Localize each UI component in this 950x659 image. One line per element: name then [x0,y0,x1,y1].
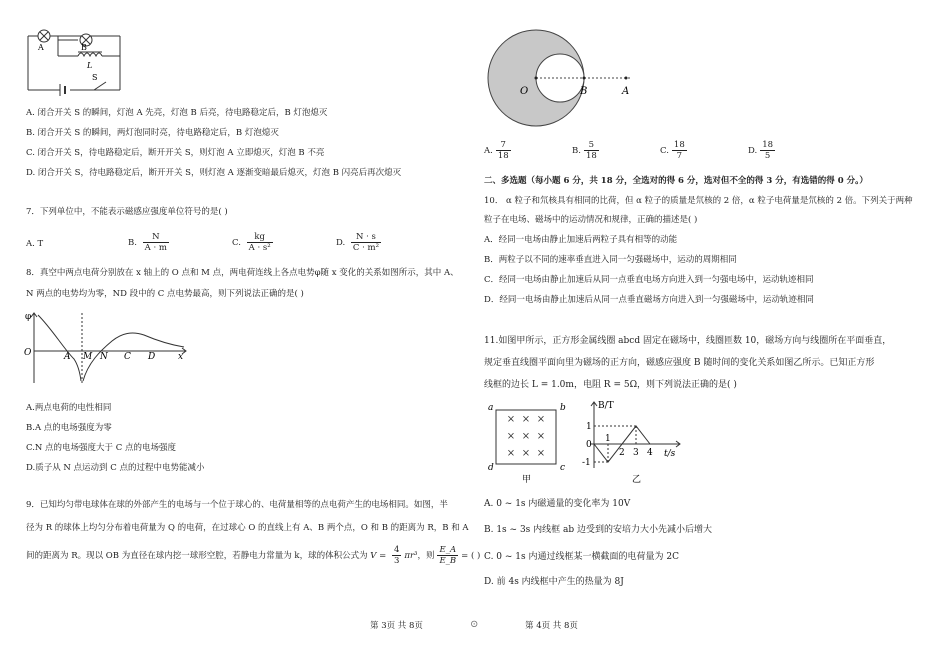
svg-text:×: × [521,414,531,425]
q11-tick-y1: 1 [586,422,592,432]
q6-label-b: B [81,43,87,52]
q9-sphere-figure [484,24,644,132]
footer-page-right: 第 4页 共 8页 [525,621,578,631]
svg-text:×: × [506,431,516,442]
q10-option-a: A．经同一电场由静止加速后两粒子具有相等的动能 [484,235,678,245]
svg-text:×: × [536,448,546,459]
q9-line3: 间的距离为 R。现以 OB 为直径在球内挖一球形空腔，若静电力常量为 k，球的体积公式为 V = $\frac{4}{3}$ πr³，则 $\frac{E\_A}{E\_B}$ = ( ) [26,545,481,566]
svg-text:×: × [536,414,546,425]
q8-label-x: x [178,352,184,362]
q6-label-a: A [38,43,44,52]
q8-potential-graph [22,309,192,387]
q10-option-d: D．经同一电场由静止加速后从同一点垂直磁场方向进入到一匀强磁场中，运动轨迹相同 [484,295,814,305]
q10-line1: 10． α 粒子和氘核具有相同的比荷，但 α 粒子的质量是氘核的 2 倍，α 粒子电荷量是氘核的 2 倍。下列关于两种 [484,196,913,206]
q8-stem-line1: 8．真空中两点电荷分别放在 x 轴上的 O 点和 M 点，两电荷连线上各点电势φ随 x 变化的关系如图所示，其中 A、 [26,268,459,278]
q11-axis-y-label: B/T [598,401,614,411]
q11-caption-jia: 甲 [522,475,532,485]
q11-figure-jia [486,398,570,486]
section-multi-choice-header: 二、多选题（每小题 6 分，共 18 分，全选对的得 6 分，选对但不全的得 3 分，有选错的得 0 分。） [484,176,868,186]
q7-option-d: D. $\frac{N \cdot s}{\text{C · m²}}$ [336,232,379,253]
q6-label-l: L [87,61,93,70]
q9-line2: 径为 R 的球体上均匀分布着电荷量为 Q 的电荷，在过球心 O 的直线上有 A、B 两个点，O 和 B 的距离为 R，B 和 A [26,523,469,533]
q8-label-a: A [64,352,71,362]
q9-label-o: O [520,86,529,97]
q11-axis-x-label: t/s [664,449,676,459]
q11-label-c: c [560,463,566,473]
q11-line1: 11.如图甲所示，正方形金属线圈 abcd 固定在磁场中，线圈匝数 10，磁场方向与线圈所在平面垂直， [484,336,892,346]
q9-label-a: A [622,86,630,97]
svg-text:×: × [506,448,516,459]
q6-option-b: B. 闭合开关 S 的瞬间，两灯泡同时亮，待电路稳定后，B 灯泡熄灭 [26,128,279,138]
q11-tick-x2: 2 [619,448,625,458]
footer-page-left: 第 3页 共 8页 [370,621,423,631]
q11-label-d: d [488,463,494,473]
svg-text:×: × [521,431,531,442]
q9-option-a: A. $\frac{7}{18}$ [484,140,509,161]
q7-option-a: A. T [26,239,44,249]
q11-tick-x0: 0 [586,440,592,450]
q11-line3: 线框的边长 L = 1.0m，电阻 R = 5Ω，则下列说法正确的是( ) [484,380,737,390]
q8-option-d: D.质子从 N 点运动到 C 点的过程中电势能减小 [26,463,205,473]
q11-tick-x4: 4 [647,448,653,458]
svg-text:×: × [506,414,516,425]
q11-option-b: B. 1s ~ 3s 内线框 ab 边受到的安培力大小先减小后增大 [484,525,712,535]
q6-option-a: A. 闭合开关 S 的瞬间，灯泡 A 先亮，灯泡 B 后亮，待电路稳定后，B 灯泡熄灭 [26,108,328,118]
q11-caption-yi: 乙 [632,475,642,485]
page-divider-icon: ⊙ [470,619,479,630]
q6-option-c: C. 闭合开关 S，待电路稳定后，断开开关 S，则灯泡 A 立即熄灭，灯泡 B 不亮 [26,148,325,158]
q8-label-d: D [148,352,156,362]
q9-option-b: B. $\frac{5}{18}$ [572,140,597,161]
q9-option-d: D. $\frac{18}{5}$ [748,140,774,161]
q11-option-a: A. 0 ~ 1s 内磁通量的变化率为 10V [484,499,631,509]
q6-option-d: D. 闭合开关 S，待电路稳定后，断开开关 S，则灯泡 A 逐渐变暗最后熄灭，灯泡 B 闪亮后再次熄灭 [26,168,402,178]
q6-circuit-figure [24,26,124,98]
q9-line1: 9．已知均匀带电球体在球的外部产生的电场与一个位于球心的、电荷量相等的点电荷产生的电场相同。如图，半 [26,500,448,510]
q7-stem: 7．下列单位中，不能表示磁感应强度单位符号的是( ) [26,207,228,217]
q10-option-b: B．两粒子以不同的速率垂直进入同一匀强磁场中，运动的周期相同 [484,255,737,265]
q11-label-a: a [488,403,494,413]
svg-text:×: × [536,431,546,442]
q8-label-n: N [100,352,108,362]
svg-text:×: × [521,448,531,459]
q10-option-c: C．经同一电场由静止加速后从同一点垂直电场方向进入到一匀强电场中，运动轨迹相同 [484,275,814,285]
q8-label-m: M [83,352,93,362]
q11-tick-x1: 1 [605,434,611,444]
q11-line2: 规定垂直线圈平面向里为磁场的正方向，磁感应强度 B 随时间的变化关系如图乙所示。已知正方形 [484,358,875,368]
q8-option-b: B.A 点的电场强度为零 [26,423,112,433]
q7-option-b: B. $\frac{N}{A \cdot m}$ [128,232,167,253]
q11-option-d: D. 前 4s 内线框中产生的热量为 8J [484,577,624,587]
q8-label-o: O [24,348,32,358]
q8-option-a: A.两点电荷的电性相同 [26,403,112,413]
q11-tick-x3: 3 [633,448,639,458]
q8-label-phi: φ [25,312,32,322]
q8-label-c: C [124,352,131,362]
q9-option-c: C. $\frac{18}{7}$ [660,140,685,161]
q8-option-c: C.N 点的电场强度大于 C 点的电场强度 [26,443,176,453]
q11-tick-yneg1: -1 [582,458,591,468]
q10-line2: 粒子在电场、磁场中的运动情况和规律，正确的描述是( ) [484,215,698,225]
q9-label-b: B [580,86,588,97]
q6-label-s: S [92,73,98,82]
q7-option-c: C. $\frac{kg}{\text{A · s²}}$ [232,232,271,253]
q11-option-c: C. 0 ~ 1s 内通过线框某一横截面的电荷量为 2C [484,552,679,562]
q8-stem-line2: N 两点的电势均为零，ND 段中的 C 点电势最高，则下列说法正确的是( ) [26,289,304,299]
q11-label-b: b [560,403,566,413]
q11-figure-yi [580,398,690,486]
